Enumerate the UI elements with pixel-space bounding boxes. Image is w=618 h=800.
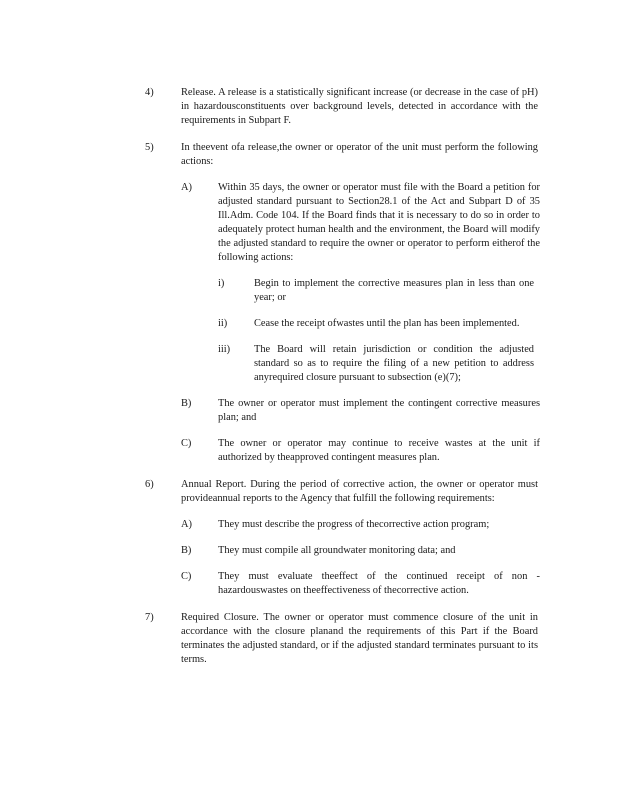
clause-5a-ii [0, 317, 618, 331]
clause-number: ii) [218, 318, 228, 329]
subparagraph-number: C) [181, 571, 192, 582]
paragraph-number: 6) [145, 479, 154, 490]
paragraph-text: Required Closure. The owner or operator must commence closure of the unit in accordance with the closure planand the requirements of this Part if the Board terminates the adjusted standard, or if the adjusted standard terminates pursuant to its terms. [181, 612, 538, 665]
subparagraph-text: The owner or operator may continue to receive wastes at the unit if authorized by theapproved contingent measures plan. [218, 438, 540, 463]
paragraph-text: Release. A release is a statistically significant increase (or decrease in the case of pH) in hazardousconstituents over background levels, detected in accordance with the requirements in Subpart F. [181, 87, 538, 126]
subparagraph-6c [0, 570, 618, 598]
subparagraph-text: They must evaluate theeffect of the continued receipt of non - hazardouswastes on theeffectiveness of thecorrective action. [218, 571, 540, 596]
clause-text: Begin to implement the corrective measures plan in less than one year; or [254, 278, 534, 303]
subparagraph-number: B) [181, 398, 192, 409]
paragraph-number: 7) [145, 612, 154, 623]
document-page [0, 86, 618, 667]
paragraph-6 [0, 478, 618, 506]
subparagraph-text: Within 35 days, the owner or operator must file with the Board a petition for adjusted standard pursuant to Section28.1 of the Act and Subpart D of 35 Ill.Adm. Code 104. If the Board finds that it is necessary to do so in order to adequately protect human health and the environment, the Board will modify the adjusted standard to require the owner or operator to perform eitherof the following actions: [218, 182, 540, 263]
subparagraph-text: They must describe the progress of thecorrective action program; [218, 519, 490, 530]
paragraph-text: Annual Report. During the period of corrective action, the owner or operator must provideannual reports to the Agency that fulfill the following requirements: [181, 479, 538, 504]
subparagraph-5a [0, 181, 618, 265]
clause-text: Cease the receipt ofwastes until the plan has been implemented. [254, 318, 520, 329]
subparagraph-5b [0, 397, 618, 425]
clause-5a-i [0, 277, 618, 305]
paragraph-7 [0, 611, 618, 667]
paragraph-4 [0, 86, 618, 128]
paragraph-5 [0, 141, 618, 169]
subparagraph-5c [0, 437, 618, 465]
subparagraph-6a [0, 518, 618, 532]
subparagraph-number: A) [181, 182, 192, 193]
paragraph-number: 4) [145, 87, 154, 98]
clause-number: iii) [218, 344, 231, 355]
subparagraph-text: The owner or operator must implement the contingent corrective measures plan; and [218, 398, 540, 423]
subparagraph-number: A) [181, 519, 192, 530]
subparagraph-number: B) [181, 545, 192, 556]
subparagraph-number: C) [181, 438, 192, 449]
clause-text: The Board will retain jurisdiction or condition the adjusted standard so as to require the filing of a new petition to address anyrequired closure pursuant to subsection (e)(7); [254, 344, 534, 383]
clause-5a-iii [0, 343, 618, 385]
clause-number: i) [218, 278, 225, 289]
paragraph-text: In theevent ofa release,the owner or operator of the unit must perform the following actions: [181, 142, 538, 167]
subparagraph-6b [0, 544, 618, 558]
subparagraph-text: They must compile all groundwater monitoring data; and [218, 545, 456, 556]
paragraph-number: 5) [145, 142, 154, 153]
